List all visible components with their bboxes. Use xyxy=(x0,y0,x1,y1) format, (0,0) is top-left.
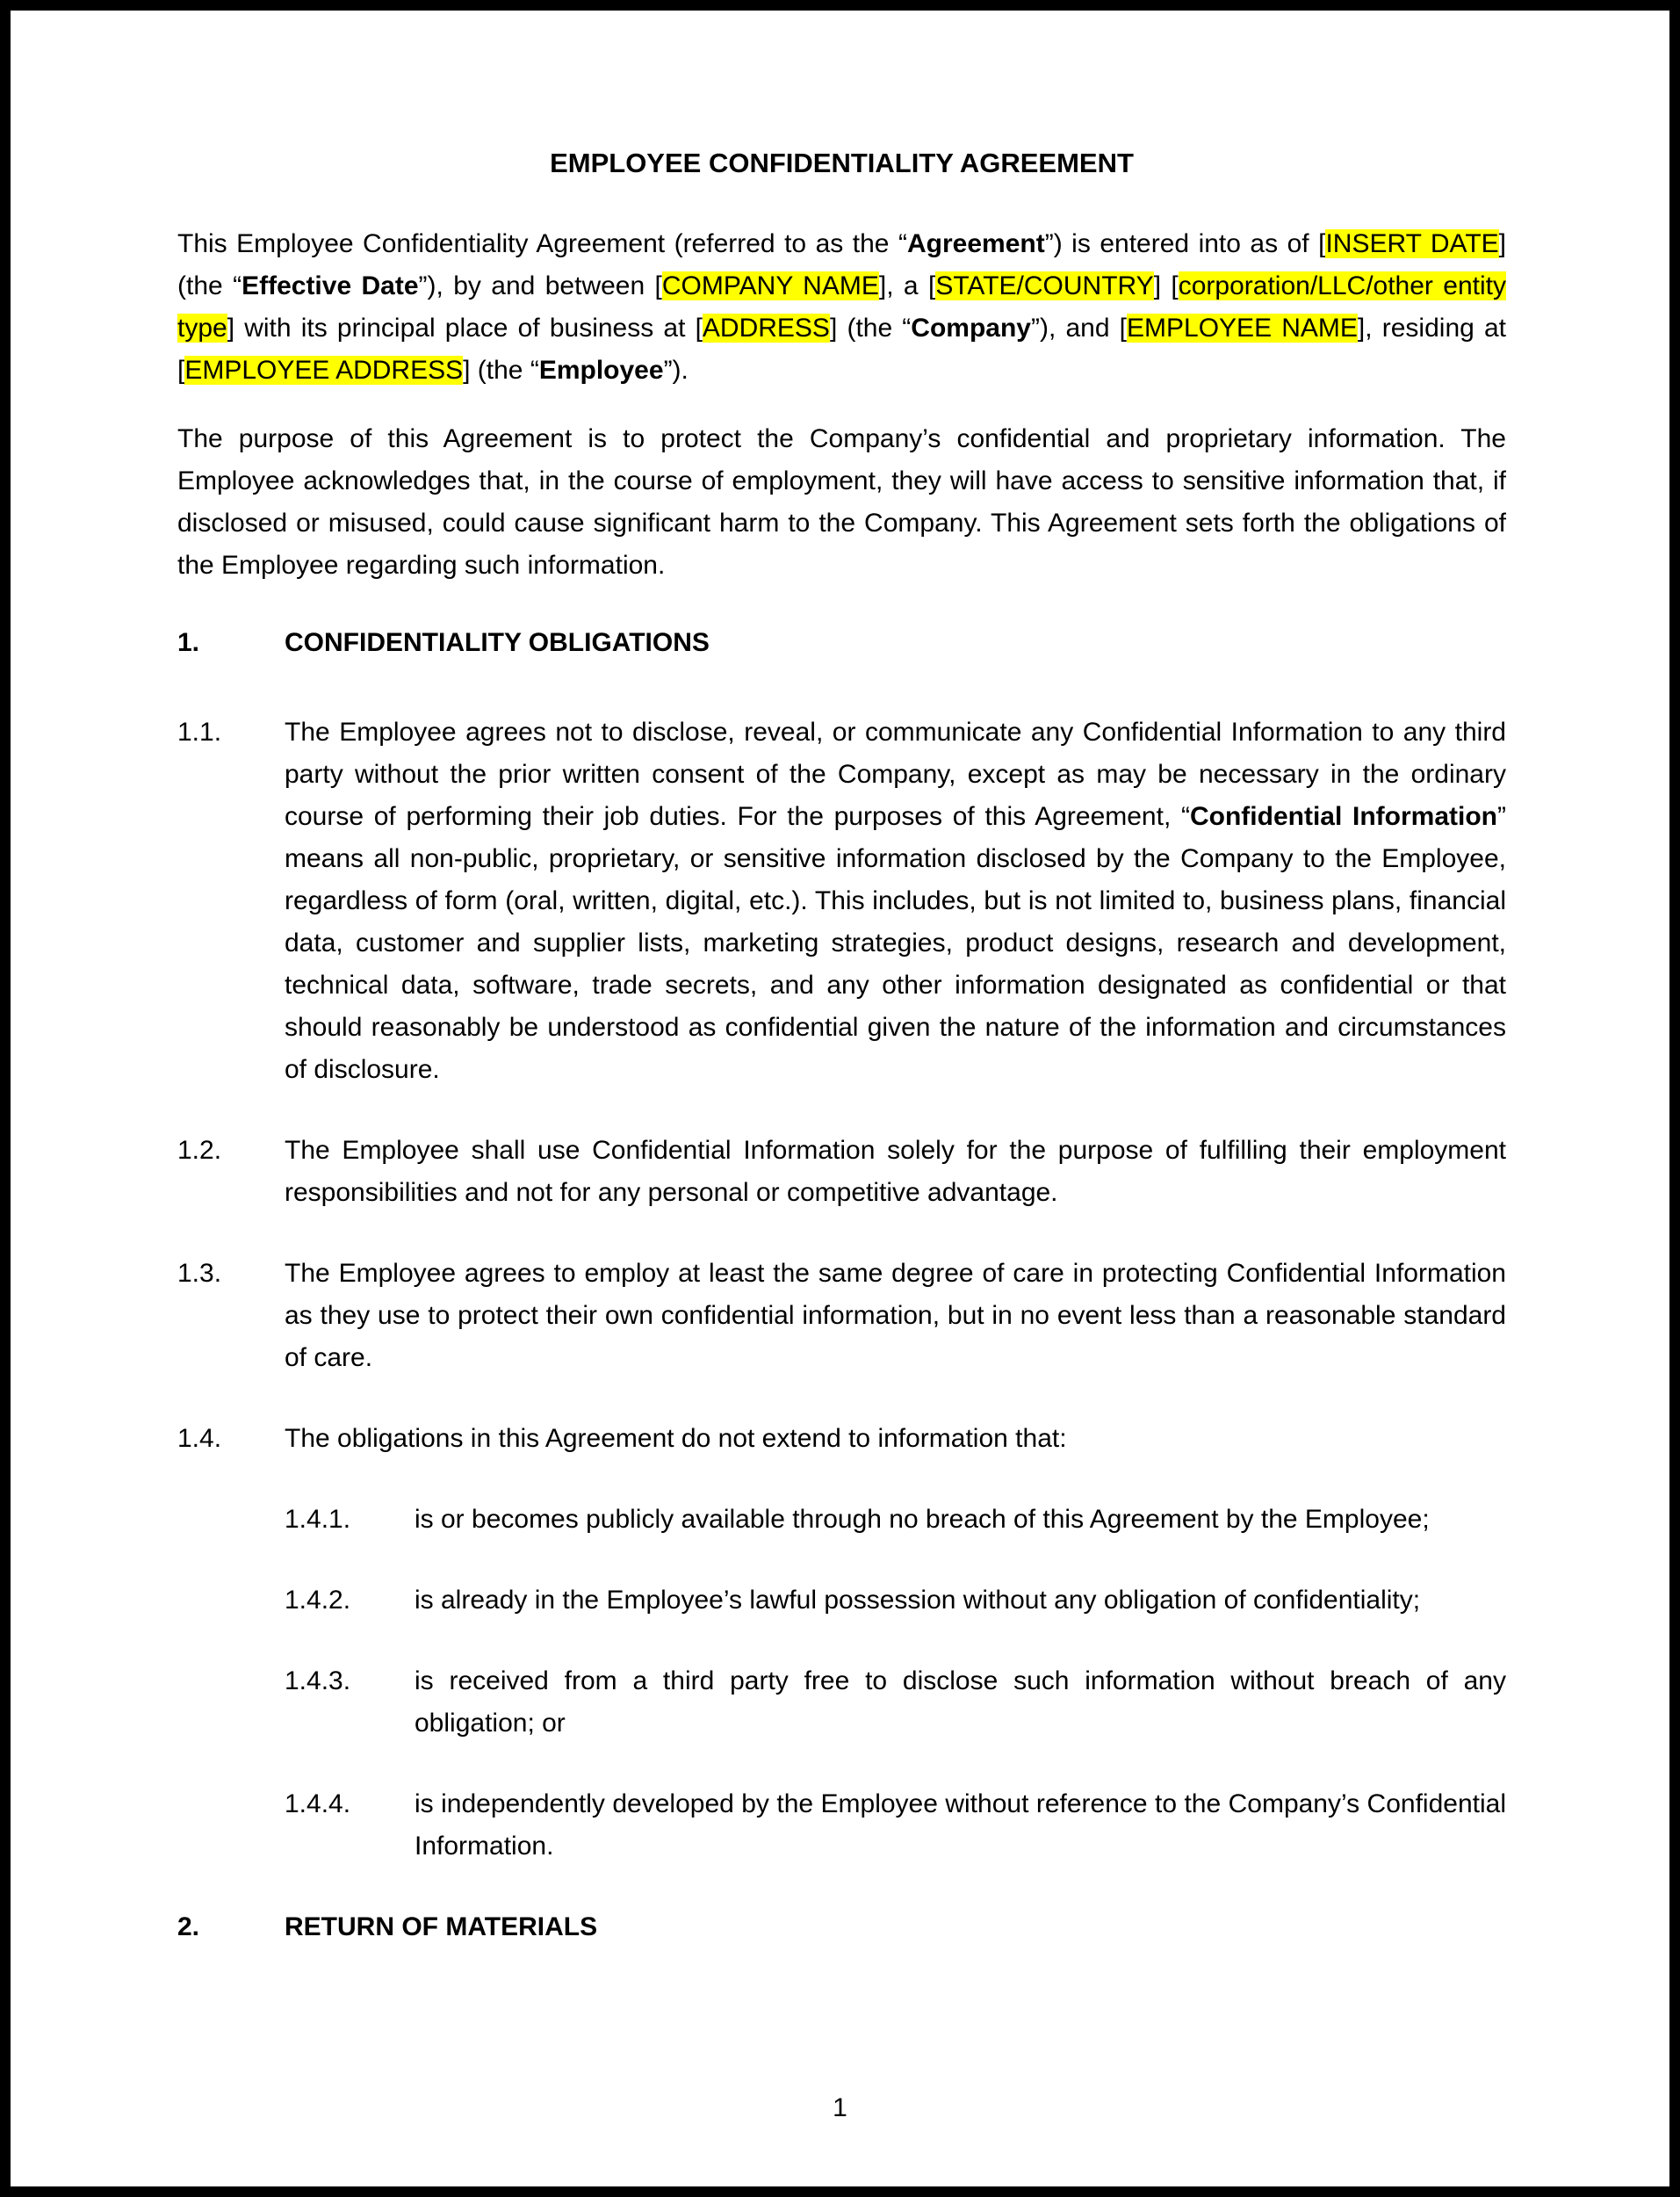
text-run: is independently developed by the Employee without reference to the Company’s Confidential Information. xyxy=(415,1789,1506,1861)
subclause-1-4-2 xyxy=(285,1579,1506,1622)
section-number: 2. xyxy=(177,1912,200,1941)
text-run: ] (the “ xyxy=(829,314,912,343)
placeholder-highlight: ADDRESS xyxy=(702,314,830,343)
text-run: ”), and [ xyxy=(1030,314,1128,343)
clause-1-3 xyxy=(177,1253,1506,1379)
subclause-number: 1.4.2. xyxy=(285,1586,351,1615)
page-number: 1 xyxy=(833,2093,847,2122)
text-run: ” means all non-public, proprietary, or sensitive information disclosed by the Company to the Employee, regardless of form (oral, written, digital, etc.). This includes, but is not limited to, business plans, financial data, customer and supplier lists, marketing strategies, product designs, research and development, technical data, software, trade secrets, and any other information designated as confidential or that should reasonably be understood as confidential given the nature of the information and circumstances of disclosure. xyxy=(285,802,1506,1084)
section-heading-1 xyxy=(177,622,1506,664)
placeholder-highlight: corporation/LLC/other entity type xyxy=(177,271,1507,343)
placeholder-highlight: EMPLOYEE ADDRESS xyxy=(184,356,464,385)
text-run: is or becomes publicly available through no breach of this Agreement by the Employee; xyxy=(415,1505,1430,1534)
clause-number: 1.3. xyxy=(177,1259,222,1288)
document-title: EMPLOYEE CONFIDENTIALITY AGREEMENT xyxy=(550,148,1134,178)
clause-number: 1.2. xyxy=(177,1136,222,1165)
text-run: ], a [ xyxy=(878,271,936,300)
text-run: The obligations in this Agreement do not extend to information that: xyxy=(285,1424,1067,1453)
clause-text xyxy=(285,1418,1506,1460)
subclause-number: 1.4.3. xyxy=(285,1666,351,1695)
text-run: ] (the “ xyxy=(463,356,539,385)
subclause-text xyxy=(415,1660,1506,1745)
text-run: ”). xyxy=(663,356,689,385)
purpose-paragraph xyxy=(177,418,1506,587)
clause-1-2 xyxy=(177,1130,1506,1214)
text-run: The Employee agrees not to disclose, reveal, or communicate any Confidential Information to any third party without the prior written consent of the Company, except as may be necessary in the ordinary course of performing their job duties. For the purposes of this Agreement, “ xyxy=(285,718,1506,831)
subclause-1-4-1 xyxy=(285,1499,1506,1541)
section-title: RETURN OF MATERIALS xyxy=(285,1912,598,1941)
text-run: ”), by and between [ xyxy=(418,271,662,300)
text-run: ] (the “ xyxy=(177,229,1506,300)
text-run: ], residing at [ xyxy=(177,314,1506,385)
clause-text xyxy=(285,712,1506,1091)
clause-text xyxy=(285,1253,1506,1379)
text-run: ] [ xyxy=(1153,271,1179,300)
text-run: is received from a third party free to disclose such information without breach of any obligation; or xyxy=(415,1666,1506,1738)
section-title: CONFIDENTIALITY OBLIGATIONS xyxy=(285,628,710,657)
placeholder-highlight: STATE/COUNTRY xyxy=(935,271,1154,300)
text-run: is already in the Employee’s lawful possession without any obligation of confidentiality; xyxy=(415,1586,1421,1615)
text-run: ”) is entered into as of [ xyxy=(1044,229,1326,258)
text-run: Confidential Information xyxy=(1189,802,1497,831)
text-run: Employee xyxy=(538,356,664,385)
clause-number: 1.1. xyxy=(177,718,222,747)
clause-1-4 xyxy=(177,1418,1506,1460)
subclause-text xyxy=(415,1499,1506,1541)
subclause-text xyxy=(415,1579,1506,1622)
subclause-1-4-4 xyxy=(285,1783,1506,1868)
text-run: Company xyxy=(911,314,1031,343)
text-run: Effective Date xyxy=(242,271,419,300)
subclause-1-4-3 xyxy=(285,1660,1506,1745)
subclause-number: 1.4.1. xyxy=(285,1505,351,1534)
subclause-number: 1.4.4. xyxy=(285,1789,351,1818)
clause-text xyxy=(285,1130,1506,1214)
text-run: The Employee agrees to employ at least the same degree of care in protecting Confidential Information as they use to protect their own confidential information, but in no event less than a reasonable standard of care. xyxy=(285,1259,1506,1372)
text-run: This Employee Confidentiality Agreement (referred to as the “ xyxy=(177,229,907,258)
page-content xyxy=(11,11,1669,1948)
placeholder-highlight: COMPANY NAME xyxy=(661,271,879,300)
section-number: 1. xyxy=(177,628,200,657)
text-run: The Employee shall use Confidential Information solely for the purpose of fulfilling their employment responsibilities and not for any personal or competitive advantage. xyxy=(285,1136,1506,1207)
clause-number: 1.4. xyxy=(177,1424,222,1453)
section-heading-2 xyxy=(177,1906,1506,1948)
intro-paragraph xyxy=(177,223,1506,392)
subclause-text xyxy=(415,1783,1506,1868)
placeholder-highlight: INSERT DATE xyxy=(1325,229,1499,258)
text-run: The purpose of this Agreement is to protect the Company’s confidential and proprietary information. The Employee acknowledges that, in the course of employment, they will have access to sensitive information that, if disclosed or misused, could cause significant harm to the Company. This Agreement sets forth the obligations of the Employee regarding such information. xyxy=(177,424,1506,580)
text-run: Agreement xyxy=(906,229,1045,258)
placeholder-highlight: EMPLOYEE NAME xyxy=(1127,314,1358,343)
clause-1-1 xyxy=(177,712,1506,1091)
text-run: ] with its principal place of business at [ xyxy=(227,314,703,343)
